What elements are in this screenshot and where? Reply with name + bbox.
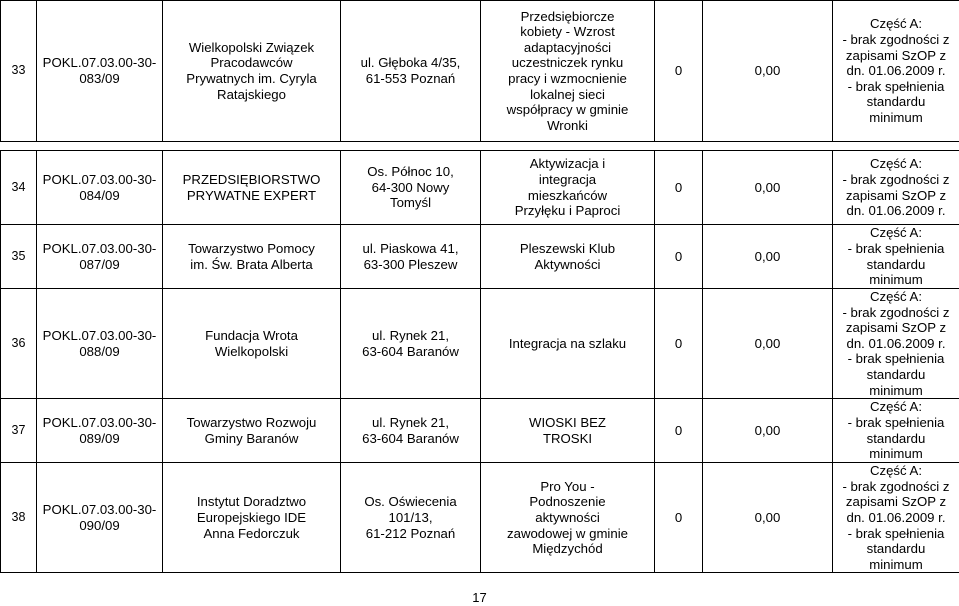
applicant-name: Towarzystwo Pomocy im. Św. Brata Alberta: [163, 225, 341, 289]
applicant-address: Os. Oświecenia 101/13, 61-212 Poznań: [341, 463, 481, 573]
table-row: [1, 1, 959, 142]
project-title: WIOSKI BEZ TROSKI: [481, 399, 655, 463]
table-row: [1, 463, 959, 573]
project-title: Integracja na szlaku: [481, 289, 655, 399]
amount-value: 0,00: [703, 225, 833, 289]
points-value: 0: [655, 1, 703, 142]
row-gap: [1, 142, 959, 151]
rejection-reason: Część A: - brak zgodności z zapisami SzOP z dn. 01.06.2009 r. - brak spełnienia standardu minimum: [833, 463, 959, 573]
table-row: [1, 399, 959, 463]
points-value: 0: [655, 399, 703, 463]
row-number: 36: [1, 289, 37, 399]
amount-value: 0,00: [703, 463, 833, 573]
applicant-name: Instytut Doradztwo Europejskiego IDE Anna Fedorczuk: [163, 463, 341, 573]
project-code: POKL.07.03.00-30- 089/09: [37, 399, 163, 463]
rejection-reason: Część A: - brak zgodności z zapisami SzOP z dn. 01.06.2009 r. - brak spełnienia standardu minimum: [833, 1, 959, 142]
applicant-address: ul. Rynek 21, 63-604 Baranów: [341, 399, 481, 463]
project-code: POKL.07.03.00-30- 083/09: [37, 1, 163, 142]
points-value: 0: [655, 225, 703, 289]
rejection-reason: Część A: - brak spełnienia standardu minimum: [833, 399, 959, 463]
project-title: Przedsiębiorcze kobiety - Wzrost adaptacyjności uczestniczek rynku pracy i wzmocnienie lokalnej sieci współpracy w gminie Wronki: [481, 1, 655, 142]
rejection-reason: Część A: - brak zgodności z zapisami SzOP z dn. 01.06.2009 r.: [833, 151, 959, 225]
amount-value: 0,00: [703, 399, 833, 463]
amount-value: 0,00: [703, 289, 833, 399]
applicant-name: Towarzystwo Rozwoju Gminy Baranów: [163, 399, 341, 463]
applicant-address: ul. Rynek 21, 63-604 Baranów: [341, 289, 481, 399]
table-row: [1, 289, 959, 399]
row-number: 33: [1, 1, 37, 142]
rejection-reason: Część A: - brak zgodności z zapisami SzOP z dn. 01.06.2009 r. - brak spełnienia standardu minimum: [833, 289, 959, 399]
table-row: [1, 151, 959, 225]
rejection-reason: Część A: - brak spełnienia standardu minimum: [833, 225, 959, 289]
applicant-address: ul. Piaskowa 41, 63-300 Pleszew: [341, 225, 481, 289]
row-number: 38: [1, 463, 37, 573]
page-number: 17: [472, 590, 487, 605]
project-title: Pro You - Podnoszenie aktywności zawodowej w gminie Międzychód: [481, 463, 655, 573]
project-code: POKL.07.03.00-30- 088/09: [37, 289, 163, 399]
row-number: 35: [1, 225, 37, 289]
points-value: 0: [655, 151, 703, 225]
points-value: 0: [655, 289, 703, 399]
row-number: 37: [1, 399, 37, 463]
project-code: POKL.07.03.00-30- 090/09: [37, 463, 163, 573]
points-value: 0: [655, 463, 703, 573]
row-number: 34: [1, 151, 37, 225]
project-code: POKL.07.03.00-30- 087/09: [37, 225, 163, 289]
table-row: [1, 225, 959, 289]
applicant-address: Os. Północ 10, 64-300 Nowy Tomyśl: [341, 151, 481, 225]
project-code: POKL.07.03.00-30- 084/09: [37, 151, 163, 225]
amount-value: 0,00: [703, 1, 833, 142]
applicant-name: PRZEDSIĘBIORSTWO PRYWATNE EXPERT: [163, 151, 341, 225]
amount-value: 0,00: [703, 151, 833, 225]
project-title: Pleszewski Klub Aktywności: [481, 225, 655, 289]
applicant-address: ul. Głęboka 4/35, 61-553 Poznań: [341, 1, 481, 142]
applicant-name: Fundacja Wrota Wielkopolski: [163, 289, 341, 399]
project-title: Aktywizacja i integracja mieszkańców Przyłęku i Paproci: [481, 151, 655, 225]
applicant-name: Wielkopolski Związek Pracodawców Prywatnych im. Cyryla Ratajskiego: [163, 1, 341, 142]
